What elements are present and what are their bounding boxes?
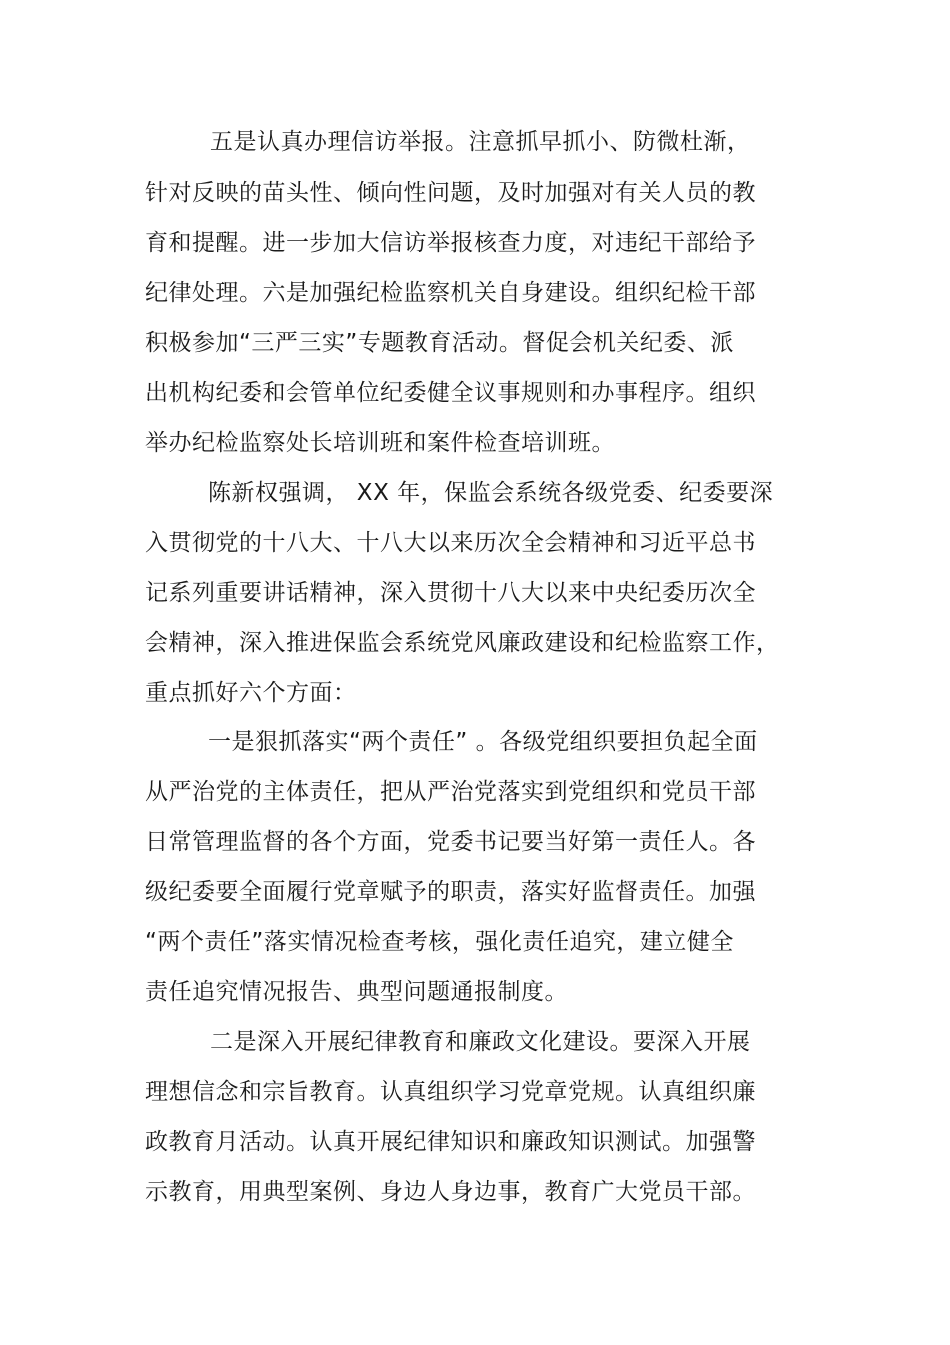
text-line: 二是深入开展纪律教育和廉政文化建设。要深入开展 <box>210 1029 751 1055</box>
text-line: 育和提醒。进一步加大信访举报核查力度，对违纪干部给予 <box>145 230 756 256</box>
text-line: 举办纪检监察处长培训班和案件检查培训班。 <box>145 430 615 456</box>
text-line: 责任追究情况报告、典型问题通报制度。 <box>145 979 568 1005</box>
text-line: 会精神，深入推进保监会系统党风廉政建设和纪检监察工作， <box>145 630 780 656</box>
text-line: 日常管理监督的各个方面，党委书记要当好第一责任人。各 <box>145 829 756 855</box>
text-line: 政教育月活动。认真开展纪律知识和廉政知识测试。加强警 <box>145 1129 756 1155</box>
text-line: 理想信念和宗旨教育。认真组织学习党章党规。认真组织廉 <box>145 1079 756 1105</box>
text-line: 级纪委要全面履行党章赋予的职责，落实好监督责任。加强 <box>145 879 756 905</box>
text-line: 五是认真办理信访举报。注意抓早抓小、防微杜渐， <box>210 129 751 155</box>
text-line: 从严治党的主体责任，把从严治党落实到党组织和党员干部 <box>145 779 756 805</box>
text-line: 纪律处理。六是加强纪检监察机关自身建设。组织纪检干部 <box>145 280 756 306</box>
text-line: 入贯彻党的十八大、十八大以来历次全会精神和习近平总书 <box>145 530 756 556</box>
text-line: 积极参加“三严三实”专题教育活动。督促会机关纪委、派 <box>145 330 734 356</box>
text-line: “两个责任”落实情况检查考核，强化责任追究，建立健全 <box>145 929 734 955</box>
text-line: 重点抓好六个方面： <box>145 680 357 706</box>
text-line: 记系列重要讲话精神，深入贯彻十八大以来中央纪委历次全 <box>145 580 756 606</box>
text-line: 针对反映的苗头性、倾向性问题，及时加强对有关人员的教 <box>145 180 756 206</box>
text-line: 出机构纪委和会管单位纪委健全议事规则和办事程序。组织 <box>145 380 756 406</box>
text-line: 示教育，用典型案例、身边人身边事，教育广大党员干部。 <box>145 1179 756 1205</box>
text-line: 一是狠抓落实“两个责任” 。各级党组织要担负起全面 <box>208 729 758 755</box>
text-line: 陈新权强调， XX 年，保监会系统各级党委、纪委要深 <box>208 480 774 506</box>
